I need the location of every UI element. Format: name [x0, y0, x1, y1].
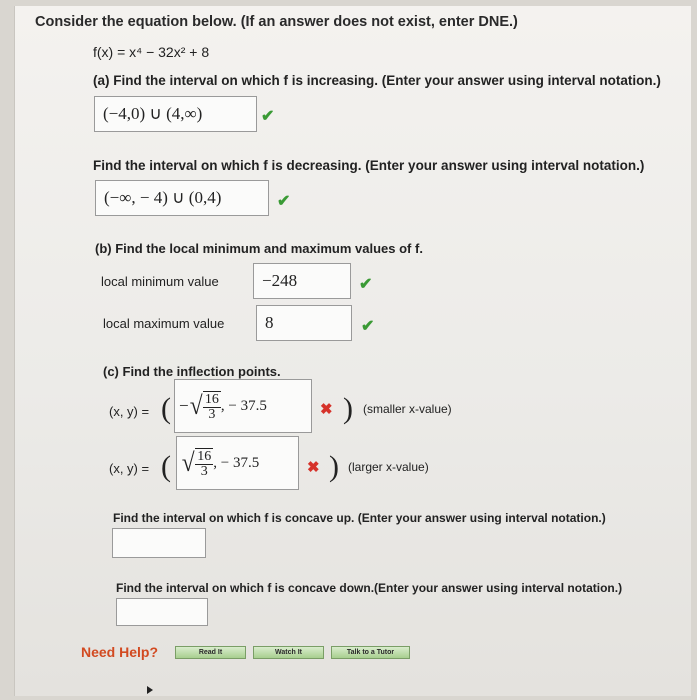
decreasing-answer-field[interactable] [95, 180, 269, 216]
inflection-1-numerator: 16 [204, 391, 219, 407]
inflection-2-numerator: 16 [197, 448, 212, 464]
check-icon: ✔ [261, 108, 275, 125]
local-max-field[interactable] [256, 305, 352, 341]
question-panel [14, 6, 691, 696]
cross-icon: ✖ [307, 459, 320, 476]
open-paren: ( [161, 450, 171, 483]
intro-text: Consider the equation below. (If an answer does not exist, enter DNE.) [35, 14, 518, 30]
part-c-question: (c) Find the inflection points. [103, 364, 281, 379]
smaller-x-note: (smaller x-value) [363, 402, 452, 416]
sqrt-icon: √ $\frac{16}{3}$ [189, 391, 219, 422]
open-paren: ( [161, 392, 171, 425]
decreasing-question: Find the interval on which f is decreasing. (Enter your answer using interval notation.) [93, 158, 645, 173]
part-b-question: (b) Find the local minimum and maximum values of f. [95, 241, 423, 256]
sqrt-icon: √ $\frac{16}{3}$ [181, 448, 212, 479]
part-a-question: (a) Find the interval on which f is increasing. (Enter your answer using interval notation.) [93, 73, 661, 88]
local-max-value: 8 [265, 313, 274, 332]
decreasing-answer-value: (−∞, − 4) ∪ (0,4) [104, 188, 222, 207]
inflection-2-denominator: 3 [200, 463, 208, 479]
inflection-2-y: , − 37.5 [213, 454, 260, 471]
equation: f(x) = x⁴ − 32x² + 8 [93, 44, 210, 60]
inflection-1-y: , − 37.5 [220, 397, 267, 414]
watch-it-button[interactable]: Watch It [253, 646, 324, 659]
read-it-button[interactable]: Read It [175, 646, 246, 659]
concave-up-field[interactable] [112, 528, 206, 558]
concave-up-question: Find the interval on which f is concave up. (Enter your answer using interval notation.) [113, 511, 606, 525]
local-min-value: −248 [262, 271, 298, 290]
increasing-answer-value: (−4,0) ∪ (4,∞) [103, 104, 203, 123]
xy-label-2: (x, y) = [109, 461, 150, 476]
concave-down-field[interactable] [116, 598, 208, 626]
local-max-label: local maximum value [103, 316, 225, 331]
xy-label-1: (x, y) = [109, 404, 150, 419]
inflection-1-denominator: 3 [208, 406, 216, 422]
check-icon: ✔ [277, 193, 291, 210]
mouse-cursor-icon [147, 686, 153, 694]
concave-down-question: Find the interval on which f is concave down.(Enter your answer using interval notation.) [116, 581, 623, 595]
cross-icon: ✖ [320, 401, 333, 418]
talk-to-tutor-button[interactable]: Talk to a Tutor [331, 646, 410, 659]
inflection-point-1-field[interactable] [174, 379, 312, 433]
local-min-label: local minimum value [101, 274, 219, 289]
close-paren: ) [343, 392, 353, 425]
check-icon: ✔ [361, 318, 375, 335]
need-help-label: Need Help? [81, 644, 159, 660]
check-icon: ✔ [359, 276, 373, 293]
increasing-answer-field[interactable] [94, 96, 257, 132]
close-paren: ) [329, 450, 339, 483]
local-min-field[interactable] [253, 263, 351, 299]
inflection-1-minus: − [179, 396, 189, 415]
inflection-point-2-field[interactable] [176, 436, 299, 490]
larger-x-note: (larger x-value) [348, 460, 429, 474]
